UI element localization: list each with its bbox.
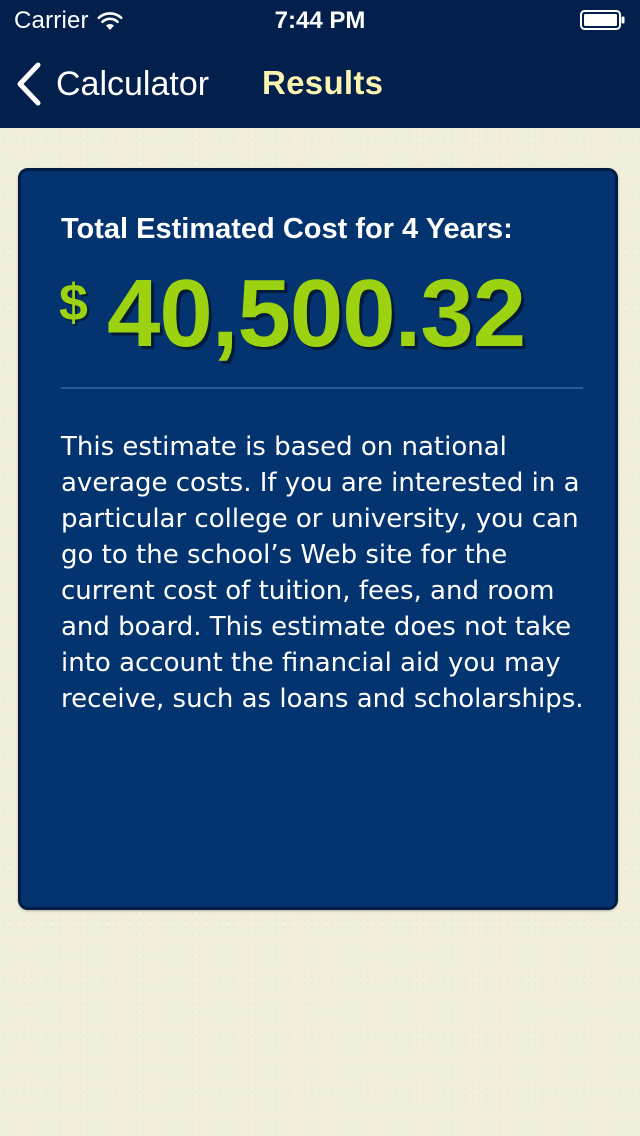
- divider: [61, 387, 583, 389]
- back-button-label: Calculator: [56, 64, 210, 103]
- currency-symbol: $: [59, 274, 88, 332]
- carrier-label: Carrier: [14, 7, 89, 34]
- navigation-bar: [0, 40, 640, 128]
- cost-heading: Total Estimated Cost for 4 Years:: [61, 213, 513, 245]
- total-cost-value: 40,500.32: [107, 260, 526, 367]
- status-time: 7:44 PM: [274, 7, 366, 34]
- status-bar: [0, 0, 640, 40]
- battery-icon: [580, 10, 626, 30]
- result-card: [18, 168, 618, 910]
- header: [0, 0, 640, 128]
- back-button[interactable]: [16, 60, 209, 108]
- chevron-left-icon: [16, 62, 42, 106]
- page-title: Results: [262, 64, 384, 101]
- estimate-description: This estimate is based on national average costs. If you are interested in a particular college or university, you can go to the school’s Web site for the current cost of tuition, fees, and room and board. This estimate does not take into account the financial aid you may receive, such as loans and scholarships.: [61, 432, 584, 714]
